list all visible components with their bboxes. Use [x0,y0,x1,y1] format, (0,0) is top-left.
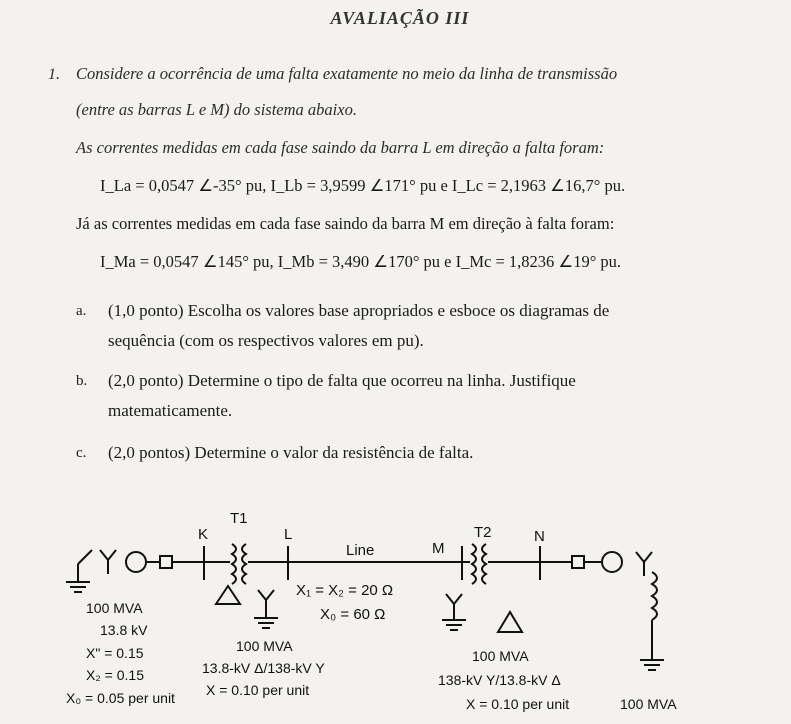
question-number: 1. [48,66,60,83]
item-text-line1: (2,0 ponto) Determine o tipo de falta que ocorreu na linha. Justifique [108,371,576,390]
bus-label-l: L [284,526,293,543]
t2-delta-icon [498,612,522,632]
gen1-x2: X₂ = 0.15 [86,667,144,683]
motor-icon [602,552,622,572]
gen1-kv: 13.8 kV [100,622,148,638]
item-letter: b. [76,373,88,389]
line-label: Line [346,542,375,559]
page-title: AVALIAÇÃO III [330,8,470,28]
item-text-line1: (1,0 ponto) Escolha os valores base apropriados e esboce os diagramas de [108,301,610,320]
item-text-line1: (2,0 pontos) Determine o valor da resistência de falta. [108,443,474,462]
gen1-x1: X" = 0.15 [86,645,144,661]
motor-mva: 100 MVA [620,696,677,712]
generator-wye-icon [100,550,116,574]
gen1-mva: 100 MVA [86,600,143,616]
bus-label-n: N [534,528,545,545]
one-line-diagram [0,490,791,724]
item-c [76,438,776,472]
t1-wye-ground-icon [254,590,278,628]
t1-reactance: X = 0.10 per unit [206,682,310,698]
t1-voltage: 13.8-kV Δ/138-kV Y [202,660,325,676]
t1-delta-icon [216,586,240,604]
item-text-line2: sequência (com os respectivos valores em pu). [108,331,424,350]
t2-mva: 100 MVA [472,648,529,664]
breaker-1-icon [160,556,172,568]
transformer-label-t1: T1 [230,510,248,527]
generator-icon [126,552,146,572]
m-currents: I_Ma = 0,0547 ∠145° pu, I_Mb = 3,490 ∠170° pu e I_Mc = 1,8236 ∠19° pu. [100,252,622,271]
line-x0: X₀ = 60 Ω [320,606,386,623]
item-b [76,366,776,430]
transformer-label-t2: T2 [474,524,492,541]
item-letter: a. [76,303,87,319]
line-x1x2: X₁ = X₂ = 20 Ω [296,582,394,599]
t2-reactance: X = 0.10 per unit [466,696,570,712]
bus-label-m: M [432,540,445,557]
bus-label-k: K [198,526,209,543]
item-a [76,296,776,360]
transformer-t2-icon [472,544,486,584]
motor-wye-icon [636,552,652,576]
breaker-2-icon [572,556,584,568]
m-currents-intro: Já as correntes medidas em cada fase saindo da barra M em direção à falta foram: [76,214,615,233]
l-currents: I_La = 0,0547 ∠-35° pu, I_Lb = 3,9599 ∠171° pu e I_Lc = 2,1963 ∠16,7° pu. [100,176,626,195]
gen1-x0: X₀ = 0.05 per unit [66,690,175,706]
question-intro-line2: (entre as barras L e M) do sistema abaixo. [76,100,357,119]
generator-ground-icon [66,550,92,592]
transformer-t1-icon [232,544,246,584]
item-letter: c. [76,445,87,461]
question-intro-line1: Considere a ocorrência de uma falta exatamente no meio da linha de transmissão [76,64,618,83]
t1-mva: 100 MVA [236,638,293,654]
t2-wye-ground-icon [442,594,466,630]
item-text-line2: matematicamente. [108,401,233,420]
motor-grounding-reactor-icon [640,572,664,670]
l-currents-intro: As correntes medidas em cada fase saindo da barra L em direção a falta foram: [76,138,605,157]
t2-voltage: 138-kV Y/13.8-kV Δ [438,672,561,688]
